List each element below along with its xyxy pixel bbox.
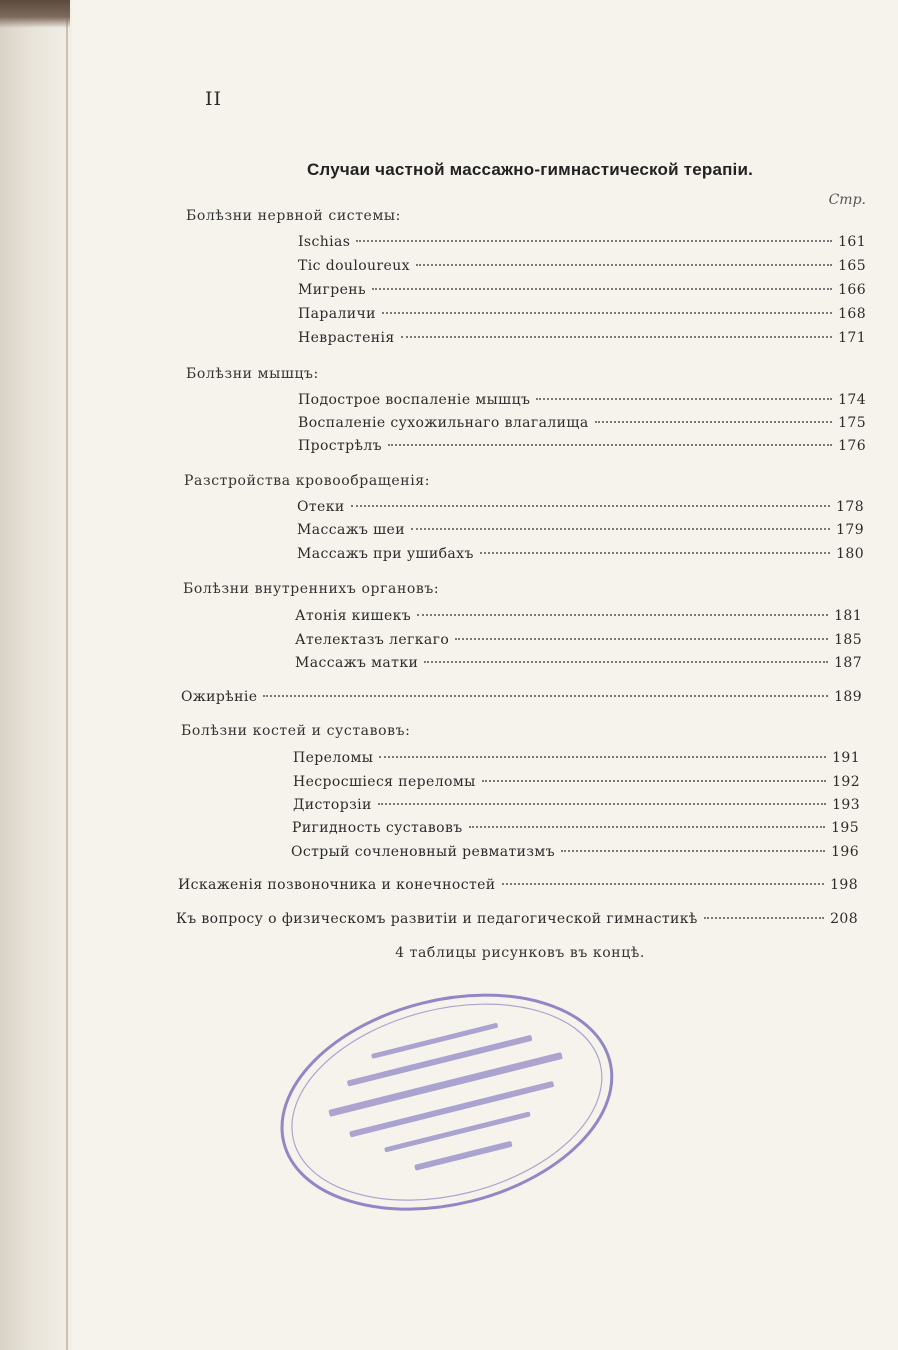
toc-entry-obesity[interactable]	[181, 689, 862, 709]
toc-entry-page: 176	[838, 438, 866, 454]
dot-leader	[379, 756, 826, 758]
toc-entry-label: Несросшіеся переломы	[293, 774, 476, 790]
toc-entry[interactable]	[297, 499, 864, 519]
toc-entry[interactable]	[297, 522, 864, 542]
dot-leader	[378, 803, 826, 805]
figures-note: 4 таблицы рисунковъ въ концѣ.	[395, 945, 645, 961]
toc-entry-label: Ischias	[298, 234, 351, 250]
library-stamp	[254, 956, 641, 1248]
toc-entry-label: Воспаленіе сухожильнаго влагалища	[298, 415, 589, 431]
toc-entry[interactable]	[291, 844, 859, 864]
dot-leader	[372, 288, 832, 290]
dot-leader	[595, 421, 832, 423]
toc-entry-page: 195	[831, 820, 859, 836]
toc-entry-page: 175	[838, 415, 866, 431]
toc-entry[interactable]	[295, 632, 862, 652]
toc-entry-page: 178	[836, 499, 864, 515]
toc-entry[interactable]	[293, 774, 860, 794]
binding-top-shadow	[0, 0, 70, 28]
dot-leader	[416, 264, 832, 266]
section-heading-circulation: Разстройства кровообращенія:	[184, 473, 431, 489]
toc-entry-label: Ателектазъ легкаго	[295, 632, 450, 648]
page-number: II	[205, 88, 223, 110]
dot-leader	[411, 528, 830, 530]
section-heading-muscles: Болѣзни мышцъ:	[186, 366, 319, 382]
dot-leader	[401, 336, 832, 338]
toc-entry[interactable]	[297, 546, 864, 566]
toc-entry[interactable]	[298, 258, 866, 278]
toc-entry-label: Прострѣлъ	[298, 438, 382, 454]
toc-entry-label: Искаженія позвоночника и конечностей	[178, 877, 496, 893]
section-heading-internal-organs: Болѣзни внутреннихъ органовъ:	[183, 581, 440, 597]
toc-entry-physical-development[interactable]	[176, 911, 858, 931]
section-heading-nervous: Болѣзни нервной системы:	[186, 208, 401, 224]
toc-entry-page: 187	[834, 655, 862, 671]
toc-entry-page: 191	[832, 750, 860, 766]
toc-entry-label: Массажъ матки	[295, 655, 419, 671]
toc-entry-page: 180	[836, 546, 864, 562]
toc-entry[interactable]	[298, 438, 866, 458]
dot-leader	[502, 883, 824, 885]
toc-entry[interactable]	[298, 282, 866, 302]
section-heading-bones-joints: Болѣзни костей и суставовъ:	[181, 723, 411, 739]
toc-entry-spine-limbs[interactable]	[178, 877, 858, 897]
toc-entry-label: Tic douloureux	[298, 258, 410, 274]
toc-entry[interactable]	[293, 750, 860, 770]
dot-leader	[704, 917, 824, 919]
dot-leader	[455, 638, 828, 640]
page-title: Случаи частной массажно-гимнастической терапіи.	[306, 160, 754, 179]
toc-entry-page: 193	[832, 797, 860, 813]
toc-entry-page: 192	[832, 774, 860, 790]
toc-entry-page: 161	[838, 234, 866, 250]
dot-leader	[388, 444, 832, 446]
toc-entry[interactable]	[298, 234, 866, 254]
dot-leader	[482, 780, 826, 782]
toc-entry-label: Атонія кишекъ	[295, 608, 412, 624]
toc-entry-page: 181	[834, 608, 862, 624]
toc-entry[interactable]	[295, 608, 862, 628]
dot-leader	[469, 826, 825, 828]
toc-entry-page: 165	[838, 258, 866, 274]
dot-leader	[561, 850, 825, 852]
book-binding	[0, 0, 72, 1350]
toc-entry-label: Ожирѣніе	[181, 689, 258, 705]
toc-entry[interactable]	[295, 655, 862, 675]
toc-entry-label: Къ вопросу о физическомъ развитіи и педагогической гимнастикѣ	[176, 911, 698, 927]
toc-entry-label: Отеки	[297, 499, 345, 515]
toc-entry[interactable]	[298, 392, 866, 412]
toc-entry[interactable]	[298, 306, 866, 326]
toc-entry-label: Неврастенія	[298, 330, 395, 346]
toc-entry-page: 179	[836, 522, 864, 538]
dot-leader	[480, 552, 830, 554]
toc-entry-label: Дисторзіи	[293, 797, 372, 813]
toc-entry[interactable]	[293, 797, 860, 817]
toc-entry-label: Массажъ шеи	[297, 522, 405, 538]
toc-entry-page: 198	[830, 877, 858, 893]
toc-entry-page: 174	[838, 392, 866, 408]
toc-entry-page: 166	[838, 282, 866, 298]
toc-entry-page: 168	[838, 306, 866, 322]
dot-leader	[536, 398, 832, 400]
dot-leader	[263, 695, 828, 697]
toc-entry[interactable]	[292, 820, 859, 840]
toc-entry-label: Параличи	[298, 306, 376, 322]
toc-entry-page: 208	[830, 911, 858, 927]
toc-entry-label: Мигрень	[298, 282, 367, 298]
dot-leader	[356, 240, 832, 242]
toc-entry-page: 185	[834, 632, 862, 648]
dot-leader	[424, 661, 828, 663]
toc-entry-page: 171	[838, 330, 866, 346]
toc-entry-label: Ригидность суставовъ	[292, 820, 463, 836]
toc-entry-label: Массажъ при ушибахъ	[297, 546, 474, 562]
page-column-header: Стр.	[828, 192, 866, 208]
dot-leader	[351, 505, 830, 507]
binding-edge	[66, 0, 68, 1350]
toc-entry[interactable]	[298, 415, 866, 435]
toc-entry-page: 196	[831, 844, 859, 860]
toc-entry-page: 189	[834, 689, 862, 705]
toc-entry-label: Переломы	[293, 750, 374, 766]
toc-entry[interactable]	[298, 330, 866, 350]
toc-entry-label: Подострое воспаленіе мышцъ	[298, 392, 531, 408]
dot-leader	[382, 312, 832, 314]
toc-entry-label: Острый сочленовный ревматизмъ	[291, 844, 556, 860]
dot-leader	[417, 614, 828, 616]
